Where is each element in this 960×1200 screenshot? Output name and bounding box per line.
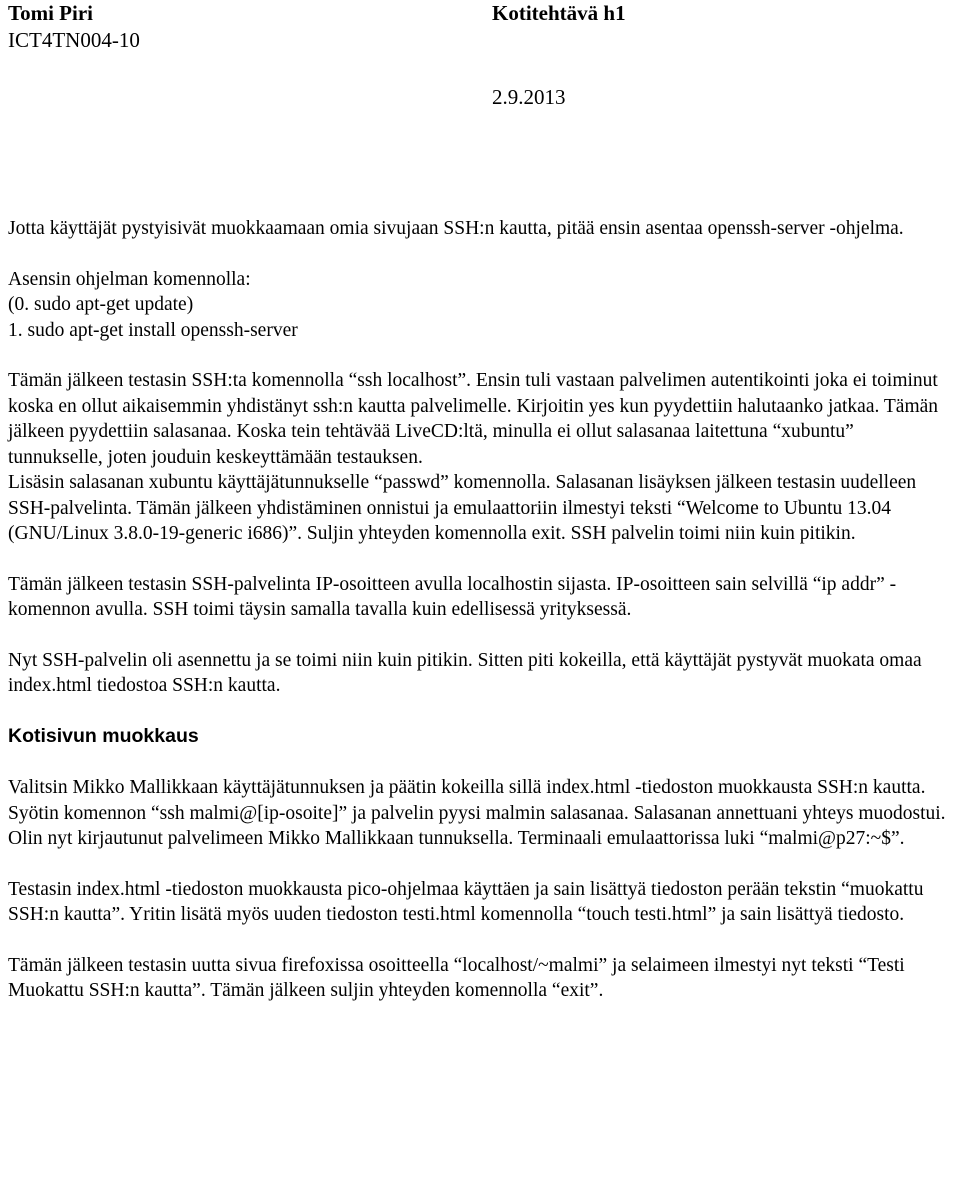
command-update: (0. sudo apt-get update) (8, 294, 194, 315)
install-commands (8, 267, 952, 344)
spacer (8, 343, 952, 368)
testing-paragraph-2: Lisäsin salasanan xubuntu käyttäjätunnukselle “passwd” komennolla. Salasanan lisäyksen jälkeen testasin uudelleen SSH-palvelinta. Tämän jälkeen yhdistäminen onnistui ja emulaattoriin ilmestyi teksti “Welcome to Ubuntu 13.04 (GNU/Linux 3.8.0-19-generic i686)”. Suljin yhteyden komennolla exit. SSH palvelin toimi niin kuin pitikin. (8, 472, 917, 544)
section-heading: Kotisivun muokkaus (8, 724, 199, 747)
course-code: ICT4TN004-10 (8, 28, 140, 52)
assignment-title: Kotitehtävä h1 (492, 1, 626, 25)
testing-paragraph-1: Tämän jälkeen testasin SSH:ta komennolla “ssh localhost”. Ensin tuli vastaan palvelimen autentikointi joka ei toiminut koska en ollut aikaisemmin yhdistänyt ssh:n kautta palvelimelle. Kirjoitin yes kun pyydettiin halutaanko jatkaa. Tämän jälkeen pyydettiin salasanaa. Koska tein tehtävää LiveCD:ltä, minulla ei ollut salasanaa laitettuna “xubuntu” tunnukselle, joten jouduin keskeyttämään testauksen. (8, 370, 939, 468)
document-date: 2.9.2013 (492, 85, 566, 109)
spacer (8, 547, 952, 572)
document-header (8, 0, 952, 110)
install-label: Asensin ohjelman komennolla: (8, 268, 251, 290)
homepage-paragraph-1: Valitsin Mikko Mallikkaan käyttäjätunnuksen ja päätin kokeilla sillä index.html -tiedoston muokkausta SSH:n kautta. Syötin komennon “ssh malmi@[ip-osoite]” ja palvelin pyysi malmin salasanaa. Salasanan annettuani yhteys muodostui. Olin nyt kirjautunut palvelimeen Mikko Mallikkaan tunnuksella. Terminaali emulaattorissa luki “malmi@p27:~$”. (8, 777, 946, 849)
command-install: 1. sudo apt-get install openssh-server (8, 319, 298, 341)
testing-block (8, 368, 952, 547)
homepage-paragraph-2: Testasin index.html -tiedoston muokkausta pico-ohjelmaa käyttäen ja sain lisättyä tiedoston perään tekstin “muokattu SSH:n kautta”. Yritin lisätä myös uuden tiedoston testi.html komennolla “touch testi.html” ja sain lisättyä tiedosto. (8, 878, 924, 925)
document-page (8, 0, 952, 1001)
intro-paragraph: Jotta käyttäjät pystyisivät muokkaamaan omia sivujaan SSH:n kautta, pitää ensin asentaa openssh-server -ohjelma. (8, 218, 904, 239)
testing-paragraph-3: Tämän jälkeen testasin SSH-palvelinta IP-osoitteen avulla localhostin sijasta. IP-osoitteen sain selvillä “ip addr” -komennon avulla. SSH toimi täysin samalla tavalla kuin edellisessä yrityksessä. (8, 573, 897, 620)
testing-paragraph-4: Nyt SSH-palvelin oli asennettu ja se toimi niin kuin pitikin. Sitten piti kokeilla, että käyttäjät pystyvät muokata omaa index.html tiedostoa SSH:n kautta. (8, 649, 922, 696)
author-name: Tomi Piri (8, 1, 93, 25)
document-body (8, 216, 952, 1029)
homepage-paragraph-3: Tämän jälkeen testasin uutta sivua firefoxissa osoitteella “localhost/~malmi” ja selaimeen ilmestyi nyt teksti “Testi Muokattu SSH:n kautta”. Tämän jälkeen suljin yhteyden komennolla “exit”. (8, 954, 905, 1001)
